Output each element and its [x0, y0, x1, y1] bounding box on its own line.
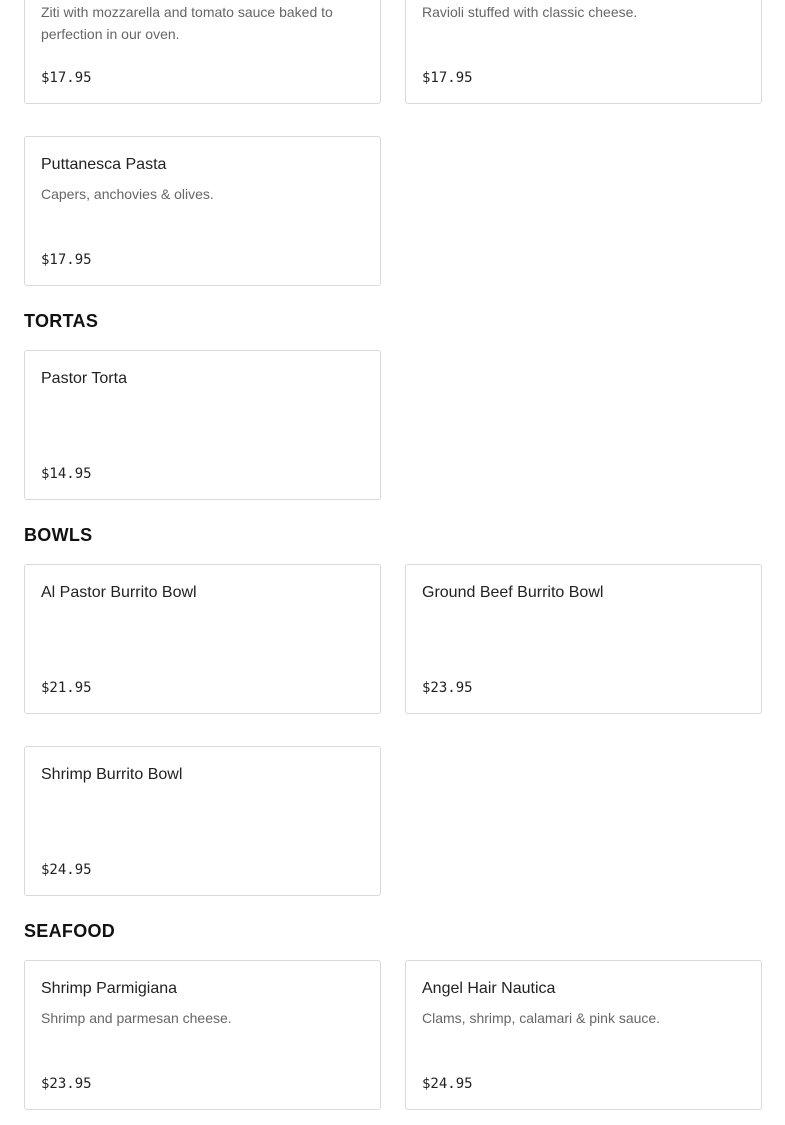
menu-item-card[interactable] — [24, 0, 381, 104]
menu-item-name: Ground Beef Burrito Bowl — [422, 584, 604, 601]
menu-item-description: Clams, shrimp, calamari & pink sauce. — [422, 1010, 661, 1026]
menu-item-card[interactable] — [24, 350, 381, 500]
menu-item-card[interactable] — [24, 564, 381, 714]
menu-item-name: Shrimp Parmigiana — [41, 980, 178, 997]
menu-item-name: Pastor Torta — [41, 370, 127, 387]
menu-item-name: Puttanesca Pasta — [41, 156, 167, 173]
menu-item-price: $17.95 — [422, 70, 473, 86]
menu-item-card[interactable] — [405, 564, 762, 714]
menu-item-card[interactable] — [405, 960, 762, 1110]
menu-item-description: Ravioli stuffed with classic cheese. — [422, 4, 638, 20]
section-title-tortas: TORTAS — [24, 311, 99, 331]
menu-item-price: $21.95 — [41, 680, 92, 696]
menu-item-price: $24.95 — [422, 1076, 473, 1092]
menu-item-name: Al Pastor Burrito Bowl — [41, 584, 197, 601]
menu-item-name: Shrimp Burrito Bowl — [41, 766, 183, 783]
menu-item-card[interactable] — [24, 960, 381, 1110]
section-title-seafood: SEAFOOD — [24, 921, 116, 941]
menu-item-description: Shrimp and parmesan cheese. — [41, 1010, 232, 1026]
menu-item-price: $17.95 — [41, 252, 92, 268]
menu-item-price: $23.95 — [422, 680, 473, 696]
menu-item-price: $14.95 — [41, 466, 92, 482]
menu-item-card[interactable] — [24, 746, 381, 896]
menu-item-card[interactable] — [405, 0, 762, 104]
menu-item-price: $23.95 — [41, 1076, 92, 1092]
menu-item-card[interactable] — [24, 136, 381, 286]
menu-item-description: Capers, anchovies & olives. — [41, 186, 214, 202]
section-title-bowls: BOWLS — [24, 525, 93, 545]
menu-item-name: Angel Hair Nautica — [422, 980, 556, 997]
menu-item-description: Ziti with mozzarella and tomato sauce baked to perfection in our oven. — [41, 4, 333, 42]
menu-item-price: $24.95 — [41, 862, 92, 878]
menu-item-price: $17.95 — [41, 70, 92, 86]
